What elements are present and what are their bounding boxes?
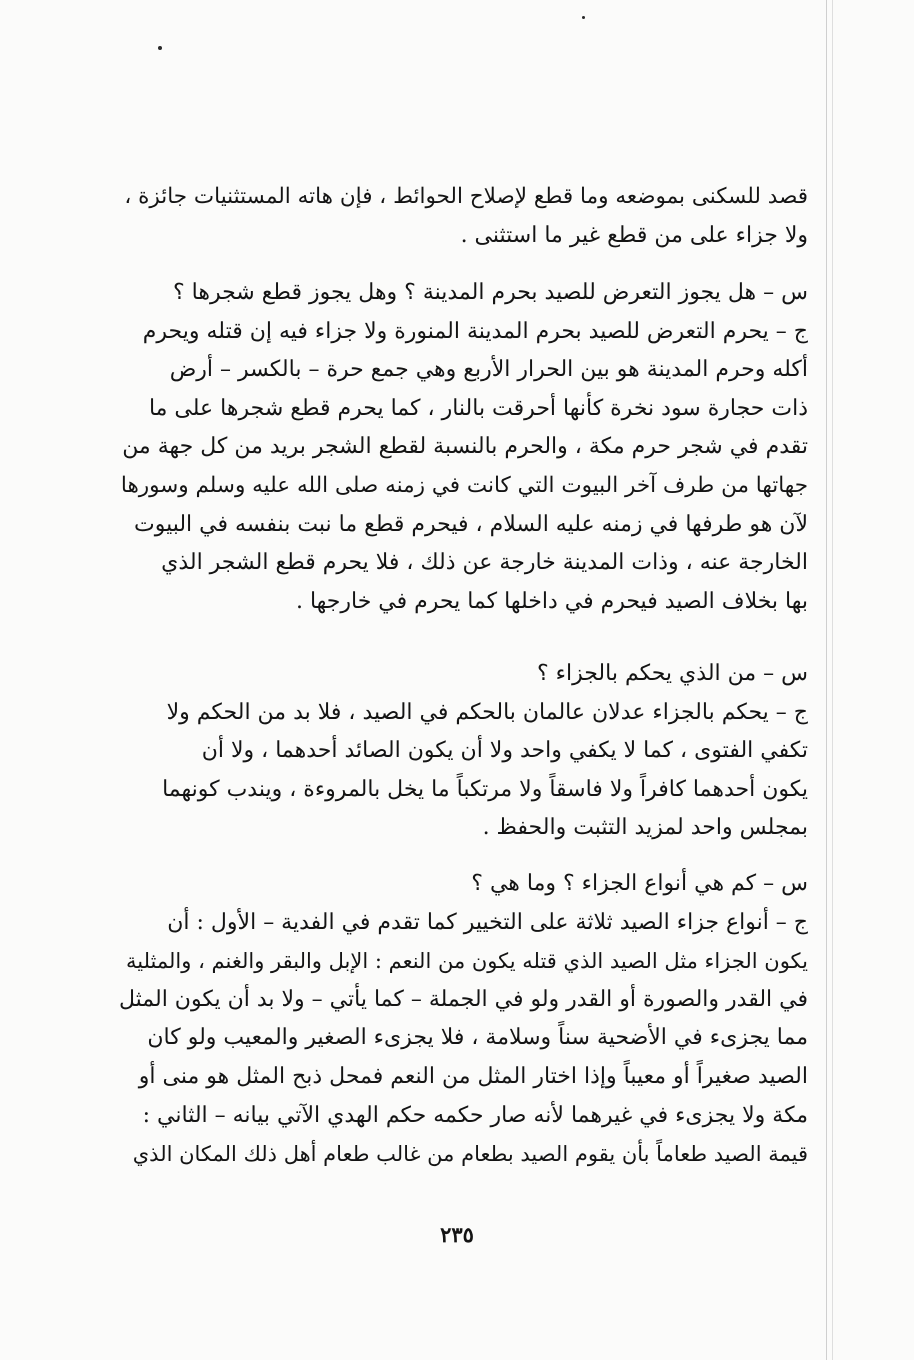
ink-speck	[582, 16, 585, 19]
binding-gutter-line	[826, 0, 827, 1360]
text-line: ولا جزاء على من قطع غير ما استثنى .	[460, 222, 808, 248]
answer-line: ج – يحكم بالجزاء عدلان عالمان بالحكم في الصيد ، فلا بد من الحكم ولا	[166, 699, 808, 725]
answer-line: بمجلس واحد لمزيد التثبت والحفظ .	[482, 815, 808, 841]
qa-penalty-types	[118, 865, 808, 1174]
answer-line: مما يجزىء في الأضحية سناً وسلامة ، فلا يجزىء الصغير والمعيب ولو كان	[147, 1025, 808, 1051]
answer-line: تقدم في شجر حرم مكة ، والحرم بالنسبة لقطع الشجر بريد من كل جهة من	[122, 434, 808, 460]
answer-line: قيمة الصيد طعاماً بأن يقوم الصيد بطعام من غالب طعام أهل ذلك المكان الذي	[132, 1142, 808, 1167]
binding-gutter-line	[832, 0, 833, 1360]
qa-who-judges	[118, 655, 808, 848]
question-line: س – كم هي أنواع الجزاء ؟ وما هي ؟	[471, 871, 808, 896]
question-line: س – من الذي يحكم بالجزاء ؟	[536, 661, 808, 686]
answer-line: مكة ولا يجزىء في غيرهما لأنه صار حكمه حكم الهدي الآتي بيانه – الثاني :	[142, 1102, 808, 1128]
answer-line: الخارجة عنه ، وذات المدينة خارجة عن ذلك ، فلا يحرم قطع الشجر الذي	[161, 550, 808, 576]
answer-line: تكفي الفتوى ، كما لا يكفي واحد ولا أن يكون الصائد أحدهما ، ولا أن	[201, 738, 808, 764]
answer-line: يكون أحدهما كافراً ولا فاسقاً ولا مرتكباً ما يخل بالمروءة ، ويندب كونهما	[162, 776, 808, 802]
answer-line: لآن هو طرفها في زمنه عليه السلام ، فيحرم قطع ما نبت بنفسه في البيوت	[134, 511, 808, 537]
answer-line: بها بخلاف الصيد فيحرم في داخلها كما يحرم في خارجها .	[295, 588, 808, 614]
ink-speck	[158, 46, 162, 50]
answer-line: ج – أنواع جزاء الصيد ثلاثة على التخيير كما تقدم في الفدية – الأول : أن	[167, 909, 808, 935]
intro-paragraph	[118, 178, 808, 255]
answer-line: في القدر والصورة أو القدر ولو في الجملة – كما يأتي – ولا بد أن يكون المثل	[118, 986, 808, 1012]
qa-medina-sanctuary	[118, 274, 808, 621]
answer-line: ج – يحرم التعرض للصيد بحرم المدينة المنورة ولا جزاء فيه إن قتله ويحرم	[142, 318, 808, 344]
answer-line: ذات حجارة سود نخرة كأنها أحرقت بالنار ، كما يحرم قطع شجرها على ما	[148, 395, 808, 421]
answer-line: يكون الجزاء مثل الصيد الذي قتله يكون من النعم : الإبل والبقر والغنم ، والمثلية	[126, 949, 808, 974]
answer-line: أكله وحرم المدينة هو بين الحرار الأربع وهي جمع حرة – بالكسر – أرض	[169, 357, 808, 383]
page-number: ٢٣٥	[440, 1222, 474, 1247]
question-line: س – هل يجوز التعرض للصيد بحرم المدينة ؟ وهل يجوز قطع شجرها ؟	[172, 280, 808, 305]
answer-line: الصيد صغيراً أو معيباً وإذا اختار المثل من النعم فمحل ذبح المثل هو منى أو	[138, 1063, 808, 1089]
text-line: قصد للسكنى بموضعه وما قطع لإصلاح الحوائط ، فإن هاته المستثنيات جائزة ،	[124, 184, 808, 209]
answer-line: جهاتها من طرف آخر البيوت التي كانت في زمنه صلى الله عليه وسلم وسورها	[120, 472, 808, 498]
